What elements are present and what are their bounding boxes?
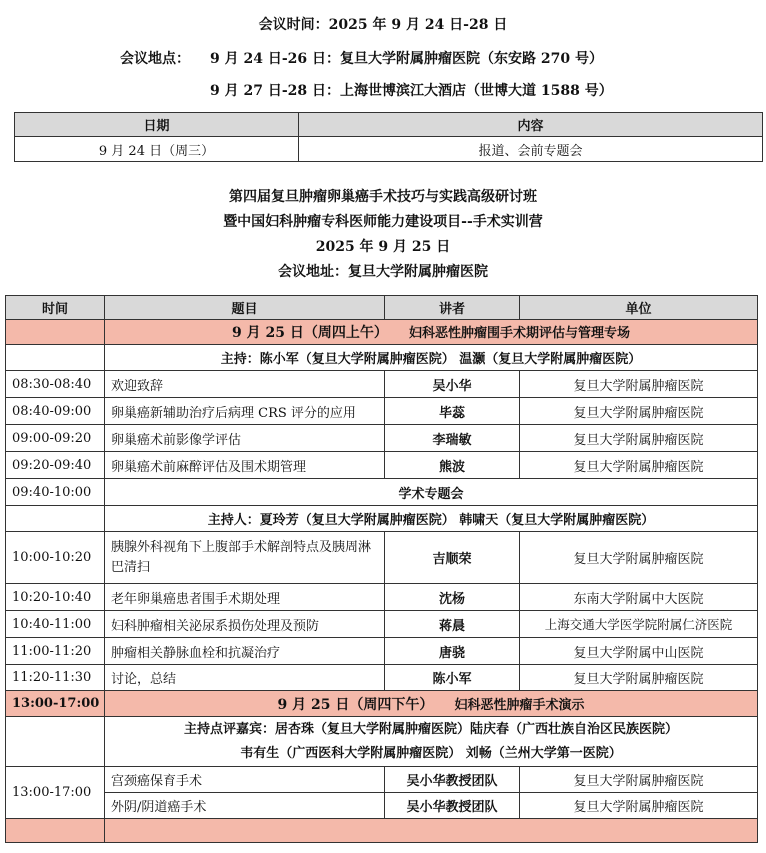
- special-time: 09:40-10:00: [6, 479, 105, 506]
- row-time: 10:40-11:00: [6, 611, 105, 638]
- row-topic: 老年卵巢癌患者围手术期处理: [105, 584, 385, 611]
- table-row: [6, 665, 758, 691]
- row-speaker: 唐骁: [385, 638, 520, 665]
- row-unit: 复旦大学附属肿瘤医院: [520, 371, 758, 398]
- row-speaker: 吴小华教授团队: [385, 767, 520, 793]
- session3-topic: 妇科恶性肿瘤手术演示: [454, 697, 585, 713]
- empty-pink-row: [6, 819, 758, 843]
- table-row: [6, 584, 758, 611]
- row-topic: 欢迎致辞: [105, 371, 385, 398]
- schedule-table: [5, 295, 758, 843]
- row-speaker: 吉顺荣: [385, 532, 520, 584]
- day1-header-content: 内容: [299, 113, 763, 137]
- row-time: 10:00-10:20: [6, 532, 105, 584]
- session1-banner: [6, 320, 758, 345]
- row-speaker: 李瑞敏: [385, 425, 520, 452]
- day1-date: 9 月 24 日（周三）: [15, 137, 299, 162]
- session3-host-1: 主持点评嘉宾：居杏珠（复旦大学附属肿瘤医院）陆庆春（广西壮族自治区民族医院）: [183, 721, 678, 737]
- header-time: 时间: [6, 296, 105, 320]
- meeting-place-label: 会议地点：: [120, 51, 190, 67]
- meeting-place-2: 9 月 27 日-28 日：上海世博滨江大酒店（世博大道 1588 号）: [210, 83, 613, 99]
- row-unit: 复旦大学附属肿瘤医院: [520, 425, 758, 452]
- session2-host: 主持人：夏玲芳（复旦大学附属肿瘤医院） 韩啸天（复旦大学附属肿瘤医院）: [105, 506, 758, 532]
- session3-host-2: 韦有生（广西医科大学附属肿瘤医院） 刘畅（兰州大学第一医院）: [240, 745, 622, 761]
- row-unit: 复旦大学附属肿瘤医院: [520, 793, 758, 819]
- row-topic: 肿瘤相关静脉血栓和抗凝治疗: [105, 638, 385, 665]
- row-topic: 卵巢癌术前麻醉评估及围术期管理: [105, 452, 385, 479]
- row-time: 11:00-11:20: [6, 638, 105, 665]
- title-line2: 暨中国妇科肿瘤专科医师能力建设项目--手术实训营: [223, 214, 543, 230]
- row-speaker: 毕蕊: [385, 398, 520, 425]
- row-time: 11:20-11:30: [6, 665, 105, 691]
- title-line3: 2025 年 9 月 25 日: [315, 239, 451, 255]
- day1-header-date: 日期: [15, 113, 299, 137]
- session3-time: 13:00-17:00: [6, 691, 105, 717]
- row-topic: 卵巢癌术前影像学评估: [105, 425, 385, 452]
- row-speaker: 蒋晨: [385, 611, 520, 638]
- table-row: [6, 638, 758, 665]
- table-row: [6, 611, 758, 638]
- row-time: 10:20-10:40: [6, 584, 105, 611]
- session1-host: 主持：陈小军（复旦大学附属肿瘤医院） 温灏（复旦大学附属肿瘤医院）: [105, 345, 758, 371]
- session3-banner: [6, 691, 758, 717]
- row-time: 09:00-09:20: [6, 425, 105, 452]
- table-row: [6, 452, 758, 479]
- session3-title: 9 月 25 日（周四下午）: [277, 696, 434, 713]
- row-topic: 卵巢癌新辅助治疗后病理 CRS 评分的应用: [105, 398, 385, 425]
- row-unit: 东南大学附属中大医院: [520, 584, 758, 611]
- day1-content: 报道、会前专题会: [299, 137, 763, 162]
- meeting-time: 会议时间：2025 年 9 月 24 日-28 日: [258, 17, 508, 33]
- row-time: 08:40-09:00: [6, 398, 105, 425]
- row-unit: 复旦大学附属肿瘤医院: [520, 767, 758, 793]
- table-row: [6, 371, 758, 398]
- row-topic: 外阴/阴道癌手术: [105, 793, 385, 819]
- meeting-place-1: 9 月 24 日-26 日：复旦大学附属肿瘤医院（东安路 270 号）: [210, 51, 603, 67]
- table-row: [6, 793, 758, 819]
- special-label: 学术专题会: [105, 479, 758, 506]
- row-unit: 复旦大学附属肿瘤医院: [520, 665, 758, 691]
- row-speaker: 沈杨: [385, 584, 520, 611]
- row-speaker: 熊波: [385, 452, 520, 479]
- title-line1: 第四届复旦肿瘤卵巢癌手术技巧与实践高级研讨班: [229, 189, 537, 205]
- row-time: 08:30-08:40: [6, 371, 105, 398]
- title-line4: 会议地址：复旦大学附属肿瘤医院: [278, 264, 488, 280]
- rows-c-time: 13:00-17:00: [6, 767, 105, 819]
- row-topic: 讨论，总结: [105, 665, 385, 691]
- session1-title: 9 月 25 日（周四上午）: [232, 325, 388, 341]
- row-unit: 复旦大学附属肿瘤医院: [520, 398, 758, 425]
- row-time: 09:20-09:40: [6, 452, 105, 479]
- row-unit: 上海交通大学医学院附属仁济医院: [520, 611, 758, 638]
- header-topic: 题目: [105, 296, 385, 320]
- row-speaker: 吴小华教授团队: [385, 793, 520, 819]
- row-topic: 胰腺外科视角下上腹部手术解剖特点及胰周淋巴清扫: [105, 532, 385, 584]
- row-speaker: 吴小华: [385, 371, 520, 398]
- header-speaker: 讲者: [385, 296, 520, 320]
- table-row: [6, 398, 758, 425]
- day1-table: [14, 112, 763, 162]
- table-row: [6, 532, 758, 584]
- row-unit: 复旦大学附属肿瘤医院: [520, 532, 758, 584]
- table-row: [6, 425, 758, 452]
- row-speaker: 陈小军: [385, 665, 520, 691]
- row-unit: 复旦大学附属肿瘤医院: [520, 452, 758, 479]
- row-topic: 妇科肿瘤相关泌尿系损伤处理及预防: [105, 611, 385, 638]
- session1-topic: 妇科恶性肿瘤围手术期评估与管理专场: [408, 326, 630, 341]
- row-topic: 宫颈癌保育手术: [105, 767, 385, 793]
- table-row: [6, 767, 758, 793]
- header-unit: 单位: [520, 296, 758, 320]
- row-unit: 复旦大学附属中山医院: [520, 638, 758, 665]
